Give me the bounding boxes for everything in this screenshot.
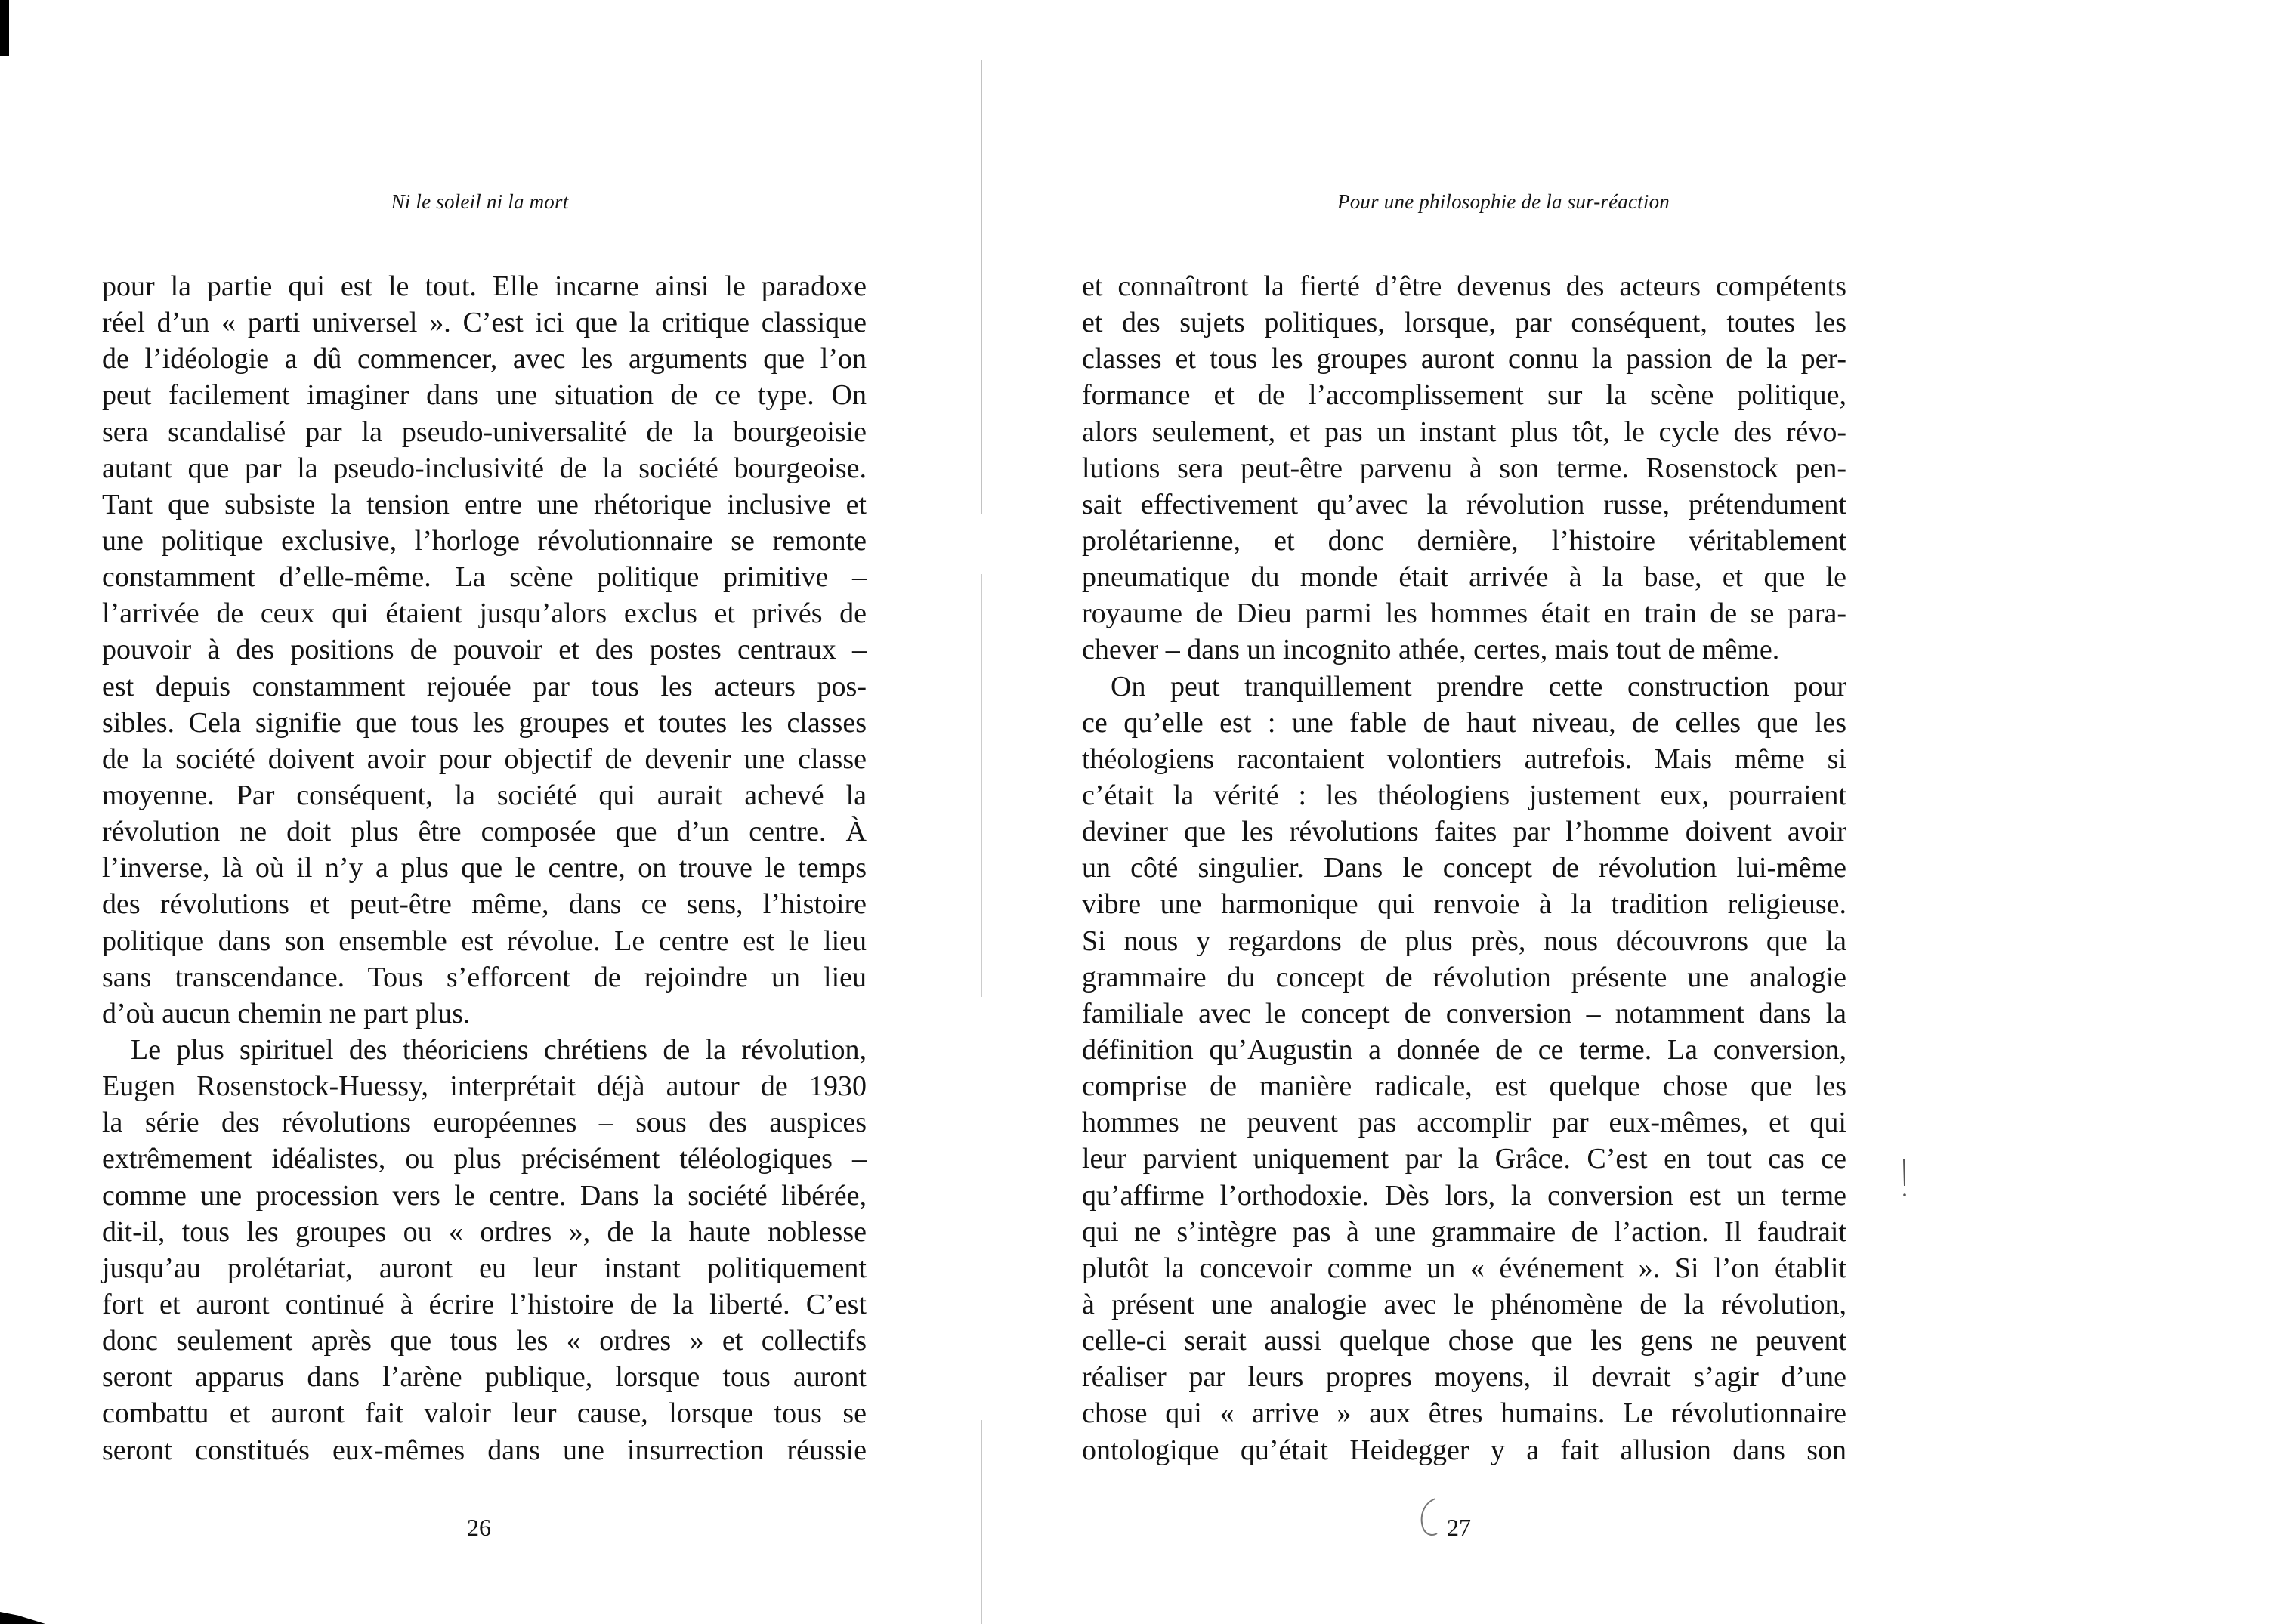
text-line: familiale avec le concept de conversion – notamment dans la [1082, 997, 1846, 1030]
text-line: classes et tous les groupes auront connu la passion de la per- [1082, 343, 1846, 375]
text-line: comprise de manière radicale, est quelque chose que les [1082, 1070, 1846, 1103]
text-line: sait effectivement qu’avec la révolution russe, prétendument [1082, 488, 1846, 520]
text-line: donc seulement après que tous les « ordres » et collectifs [102, 1325, 867, 1357]
text-line: alors seulement, et pas un instant plus tôt, le cycle des révo- [1082, 415, 1846, 448]
left-body-text [102, 268, 867, 1468]
text-line: la série des révolutions européennes – sous des auspices [102, 1107, 867, 1139]
text-line: prolétarienne, et donc dernière, l’histoire véritablement [1082, 524, 1846, 557]
text-line: de l’idéologie a dû commencer, avec les arguments que l’on [102, 343, 867, 375]
text-line: Tant que subsiste la tension entre une rhétorique inclusive et [102, 488, 867, 520]
text-line: une politique exclusive, l’horloge révolutionnaire se remonte [102, 524, 867, 557]
text-line: politique dans son ensemble est révolue. Le centre est le lieu [102, 925, 867, 957]
left-page-number: 26 [467, 1514, 491, 1541]
left-page [0, 0, 982, 1624]
text-line: celle-ci serait aussi quelque chose que les gens ne peuvent [1082, 1325, 1846, 1357]
text-line: l’inverse, là où il n’y a plus que le centre, on trouve le temps [102, 852, 867, 885]
text-line: dit-il, tous les groupes ou « ordres », de la haute noblesse [102, 1215, 867, 1248]
text-line: moyenne. Par conséquent, la société qui aurait achevé la [102, 779, 867, 811]
text-line: seront apparus dans l’arène publique, lorsque tous auront [102, 1361, 867, 1394]
text-line: hommes ne peuvent pas accomplir par eux-mêmes, et qui [1082, 1107, 1846, 1139]
text-line: qu’affirme l’orthodoxie. Dès lors, la conversion est un terme [1082, 1179, 1846, 1212]
text-line: à présent une analogie avec le phénomène de la révolution, [1082, 1288, 1846, 1320]
text-line: est depuis constamment rejouée par tous les acteurs pos- [102, 670, 867, 702]
text-line: Si nous y regardons de plus près, nous découvrons que la [1082, 925, 1846, 957]
text-line: et des sujets politiques, lorsque, par conséquent, toutes les [1082, 307, 1846, 339]
text-line: extrêmement idéalistes, ou plus précisément téléologiques – [102, 1143, 867, 1175]
text-line: constamment d’elle-même. La scène politique primitive – [102, 561, 867, 594]
right-body-text [1082, 268, 1846, 1468]
text-line: autant que par la pseudo-inclusivité de la société bourgeoise. [102, 452, 867, 484]
text-line: chose qui « arrive » aux êtres humains. Le révolutionnaire [1082, 1397, 1846, 1430]
text-line: royaume de Dieu parmi les hommes était en train de se para- [1082, 597, 1846, 630]
right-running-header: Pour une philosophie de la sur-réaction [1337, 190, 1670, 213]
text-line: formance et de l’accomplissement sur la scène politique, [1082, 379, 1846, 412]
pencil-mark-icon [1413, 1496, 1443, 1541]
text-line: Le plus spirituel des théoriciens chrétiens de la révolution, [131, 1033, 867, 1066]
text-line: sera scandalisé par la pseudo-universalité de la bourgeoisie [102, 415, 867, 448]
text-line: chever – dans un incognito athée, certes, mais tout de même. [1082, 634, 1780, 666]
text-line: peut facilement imaginer dans une situation de ce type. On [102, 379, 867, 412]
text-line: de la société doivent avoir pour objectif de devenir une classe [102, 743, 867, 775]
text-line: réaliser par leurs propres moyens, il devrait s’agir d’une [1082, 1361, 1846, 1394]
text-line: fort et auront continué à écrire l’histoire de la liberté. C’est [102, 1288, 867, 1320]
text-line: définition qu’Augustin a donnée de ce terme. La conversion, [1082, 1033, 1846, 1066]
text-line: leur parvient uniquement par la Grâce. C’est en tout cas ce [1082, 1143, 1846, 1175]
text-line: vibre une harmonique qui renvoie à la tradition religieuse. [1082, 888, 1846, 921]
text-line: révolution ne doit plus être composée que d’un centre. À [102, 816, 867, 848]
text-line: deviner que les révolutions faites par l’homme doivent avoir [1082, 816, 1846, 848]
text-line: pneumatique du monde était arrivée à la base, et que le [1082, 561, 1846, 594]
text-line: des révolutions et peut-être même, dans ce sens, l’histoire [102, 888, 867, 921]
text-line: qui ne s’intègre pas à une grammaire de l’action. Il faudrait [1082, 1215, 1846, 1248]
text-line: grammaire du concept de révolution présente une analogie [1082, 961, 1846, 993]
text-line: On peut tranquillement prendre cette construction pour [1111, 670, 1846, 702]
left-running-header: Ni le soleil ni la mort [391, 190, 569, 213]
text-line: ce qu’elle est : une fable de haut niveau, de celles que les [1082, 706, 1846, 739]
text-line: sans transcendance. Tous s’efforcent de rejoindre un lieu [102, 961, 867, 993]
text-line: combattu et auront fait valoir leur cause, lorsque tous se [102, 1397, 867, 1430]
text-line: ontologique qu’était Heidegger y a fait allusion dans son [1082, 1434, 1846, 1466]
text-line: un côté singulier. Dans le concept de révolution lui-même [1082, 852, 1846, 885]
text-line: c’était la vérité : les théologiens justement eux, pourraient [1082, 779, 1846, 811]
right-page-number: 27 [1447, 1514, 1471, 1541]
text-line: Eugen Rosenstock-Huessy, interprétait déjà autour de 1930 [102, 1070, 867, 1103]
text-line: pouvoir à des positions de pouvoir et des postes centraux – [102, 634, 867, 666]
text-line: d’où aucun chemin ne part plus. [102, 997, 471, 1030]
text-line: réel d’un « parti universel ». C’est ici que la critique classique [102, 307, 867, 339]
text-line: sibles. Cela signifie que tous les groupes et toutes les classes [102, 706, 867, 739]
text-line: comme une procession vers le centre. Dans la société libérée, [102, 1179, 867, 1212]
text-line: théologiens racontaient volontiers autrefois. Mais même si [1082, 743, 1846, 775]
text-line: et connaîtront la fierté d’être devenus des acteurs compétents [1082, 270, 1846, 302]
text-line: l’arrivée de ceux qui étaient jusqu’alors exclus et privés de [102, 597, 867, 630]
text-line: seront constitués eux-mêmes dans une insurrection réussie [102, 1434, 867, 1466]
text-line: pour la partie qui est le tout. Elle incarne ainsi le paradoxe [102, 270, 867, 302]
right-page [982, 0, 2293, 1624]
text-line: plutôt la concevoir comme un « événement ». Si l’on établit [1082, 1252, 1846, 1284]
text-line: jusqu’au prolétariat, auront eu leur instant politiquement [102, 1252, 867, 1284]
margin-mark-icon [1896, 1156, 1911, 1209]
text-line: lutions sera peut-être parvenu à son terme. Rosenstock pen- [1082, 452, 1846, 484]
